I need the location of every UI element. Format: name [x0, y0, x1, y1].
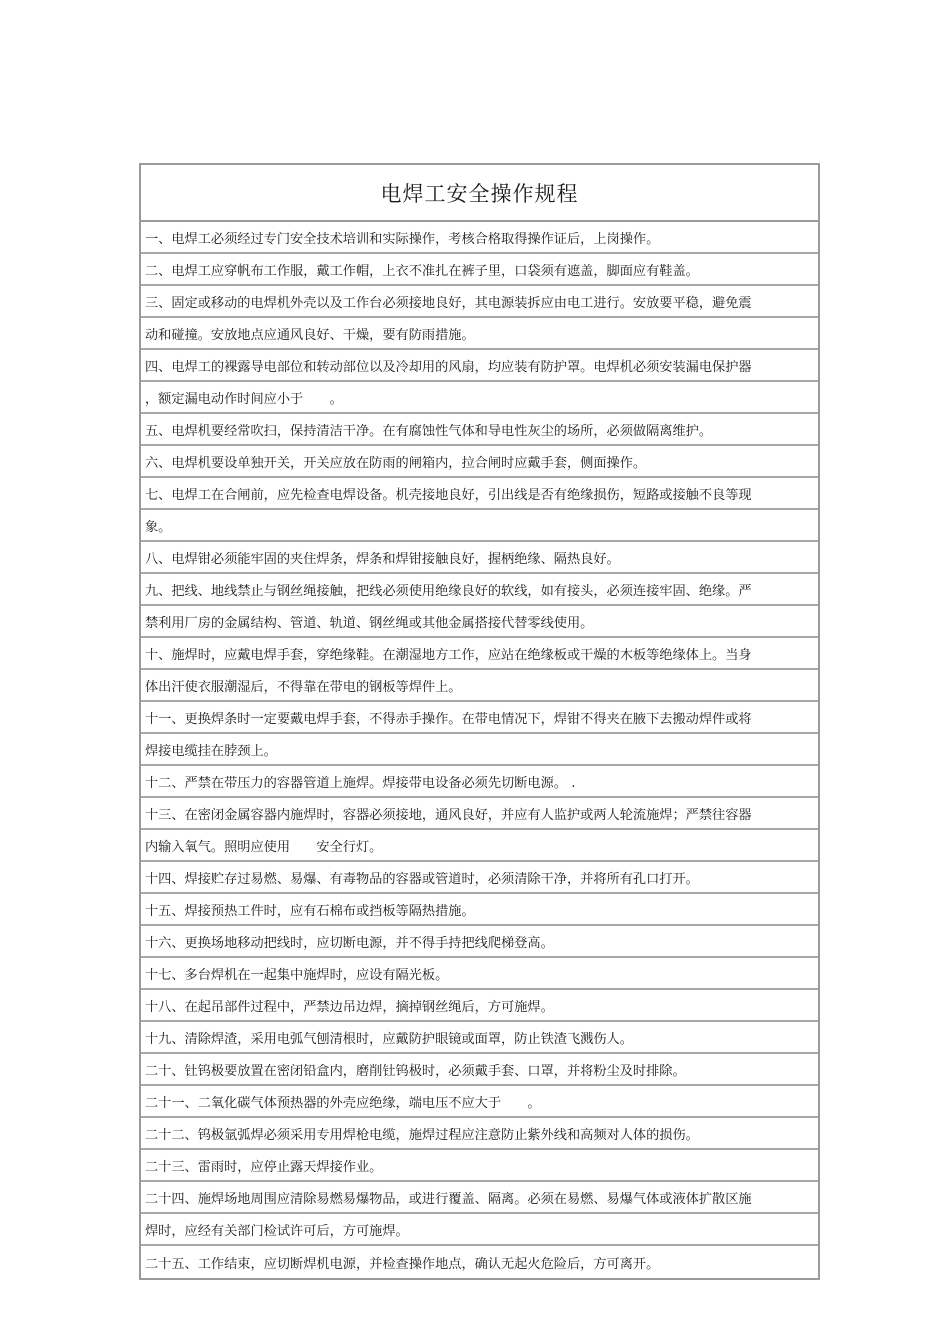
regulation-line: 一、电焊工必须经过专门安全技术培训和实际操作，考核合格取得操作证后，上岗操作。	[141, 222, 818, 254]
regulation-line: 二十五、工作结束，应切断焊机电源，并检查操作地点，确认无起火危险后，方可离开。	[145, 1256, 660, 1272]
regulation-line: 二十二、钨极氩弧焊必须采用专用焊枪电缆，施焊过程应注意防止紫外线和高频对人体的损伤。	[141, 1118, 818, 1150]
regulation-line: 焊时，应经有关部门检试许可后，方可施焊。	[141, 1214, 818, 1246]
regulation-line: 十一、更换焊条时一定要戴电焊手套，不得赤手操作。在带电情况下，焊钳不得夹在腋下去搬动焊件或将	[141, 702, 818, 734]
regulation-line: 二十、钍钨极要放置在密闭铅盒内，磨削钍钨极时，必须戴手套、口罩，并将粉尘及时排除。	[141, 1054, 818, 1086]
regulation-line: 十八、在起吊部件过程中，严禁边吊边焊，摘掉钢丝绳后，方可施焊。	[141, 990, 818, 1022]
regulation-line: 动和碰撞。安放地点应通风良好、干燥，要有防雨措施。	[141, 318, 818, 350]
regulation-line: 焊接电缆挂在脖颈上。	[141, 734, 818, 766]
regulation-line: 十七、多台焊机在一起集中施焊时，应设有隔光板。	[141, 958, 818, 990]
regulation-lines	[141, 222, 818, 1278]
regulation-line: 三、固定或移动的电焊机外壳以及工作台必须接地良好，其电源装拆应由电工进行。安放要平稳，避免震	[141, 286, 818, 318]
regulation-table	[139, 163, 820, 1280]
regulation-line: 十、施焊时，应戴电焊手套，穿绝缘鞋。在潮湿地方工作，应站在绝缘板或干燥的木板等绝缘体上。当身	[141, 638, 818, 670]
regulation-line: 二十三、雷雨时，应停止露天焊接作业。	[141, 1150, 818, 1182]
regulation-line: 四、电焊工的裸露导电部位和转动部位以及冷却用的风扇，均应装有防护罩。电焊机必须安装漏电保护器	[141, 350, 818, 382]
document-title: 电焊工安全操作规程	[141, 165, 818, 222]
regulation-line: 体出汗使衣服潮湿后，不得靠在带电的钢板等焊件上。	[141, 670, 818, 702]
regulation-line: 禁利用厂房的金属结构、管道、轨道、钢丝绳或其他金属搭接代替零线使用。	[141, 606, 818, 638]
regulation-line: 十五、焊接预热工件时，应有石棉布或挡板等隔热措施。	[141, 894, 818, 926]
regulation-line: ，额定漏电动作时间应小于 。	[141, 382, 818, 414]
regulation-line: 五、电焊机要经常吹扫，保持清洁干净。在有腐蚀性气体和导电性灰尘的场所，必须做隔离维护。	[141, 414, 818, 446]
regulation-line: 六、电焊机要设单独开关，开关应放在防雨的闸箱内，拉合闸时应戴手套，侧面操作。	[141, 446, 818, 478]
regulation-line: 十六、更换场地移动把线时，应切断电源，并不得手持把线爬梯登高。	[141, 926, 818, 958]
regulation-line: 十九、清除焊渣，采用电弧气刨清根时，应戴防护眼镜或面罩，防止铁渣飞溅伤人。	[141, 1022, 818, 1054]
regulation-line: 十三、在密闭金属容器内施焊时，容器必须接地，通风良好，并应有人监护或两人轮流施焊；严禁往容器	[141, 798, 818, 830]
regulation-line: 七、电焊工在合闸前，应先检查电焊设备。机壳接地良好，引出线是否有绝缘损伤，短路或接触不良等现	[141, 478, 818, 510]
regulation-line: 二十一、二氧化碳气体预热器的外壳应绝缘，端电压不应大于 。	[141, 1086, 818, 1118]
regulation-line: 内输入氧气。照明应使用 安全行灯。	[141, 830, 818, 862]
regulation-line: 十二、严禁在带压力的容器管道上施焊。焊接带电设备必须先切断电源。 .	[141, 766, 818, 798]
regulation-line: 象。	[141, 510, 818, 542]
regulation-line: 十四、焊接贮存过易燃、易爆、有毒物品的容器或管道时，必须清除干净，并将所有孔口打开。	[141, 862, 818, 894]
regulation-line: 二十四、施焊场地周围应清除易燃易爆物品，或进行覆盖、隔离。必须在易燃、易爆气体或液体扩散区施	[141, 1182, 818, 1214]
regulation-line: 二、电焊工应穿帆布工作服，戴工作帽，上衣不准扎在裤子里，口袋须有遮盖，脚面应有鞋盖。	[141, 254, 818, 286]
regulation-line: 八、电焊钳必须能牢固的夹住焊条，焊条和焊钳接触良好，握柄绝缘、隔热良好。	[141, 542, 818, 574]
regulation-line: 九、把线、地线禁止与钢丝绳接触，把线必须使用绝缘良好的软线，如有接头，必须连接牢固、绝缘。严	[141, 574, 818, 606]
